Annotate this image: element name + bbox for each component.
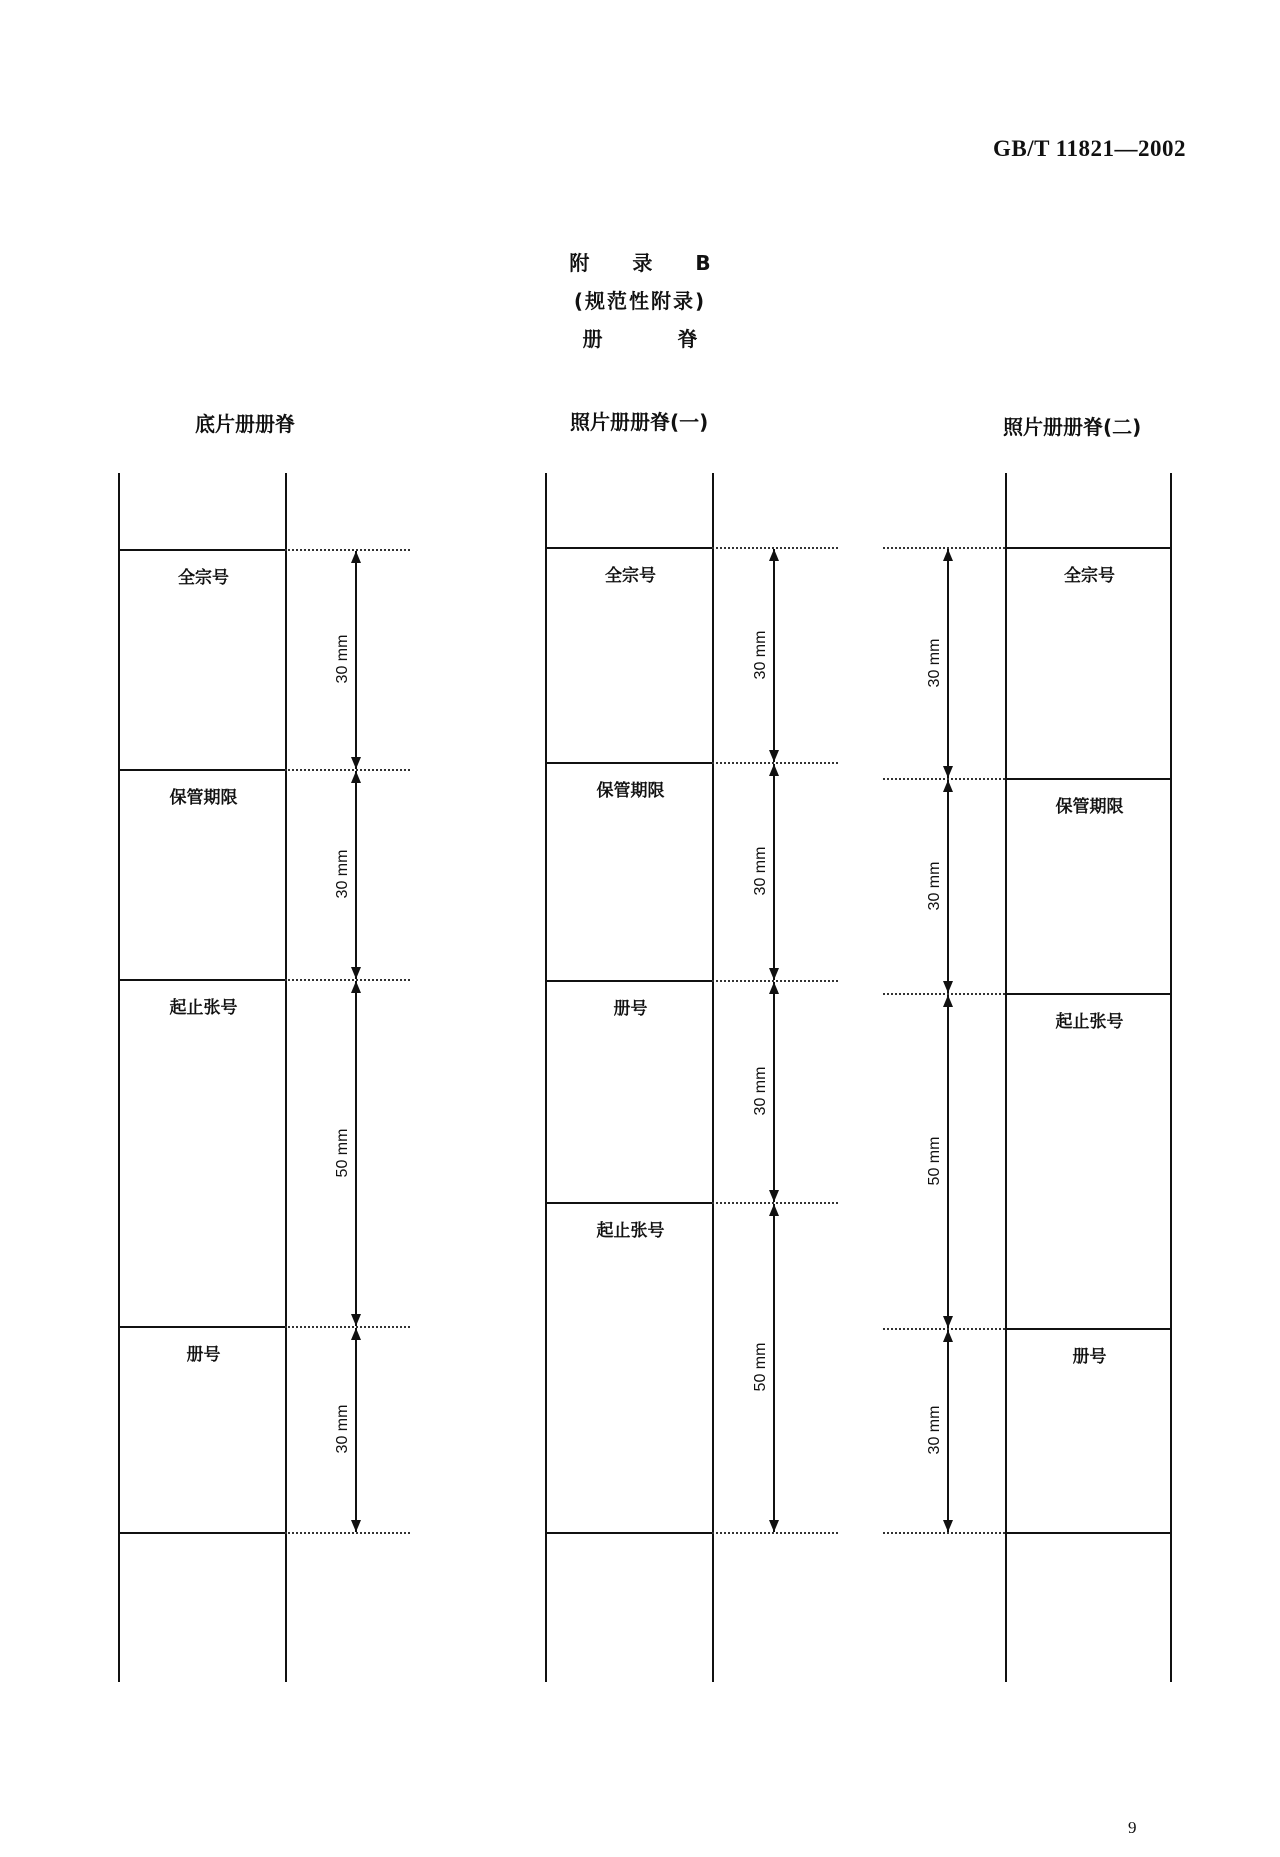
dimension-line: [947, 1330, 949, 1532]
dimension-label: 50 mm: [332, 1125, 354, 1180]
field-label: 册号: [613, 999, 648, 1019]
dimension-extension-line: [285, 1532, 410, 1534]
section-boundary: [1005, 778, 1172, 780]
field-label: 全宗号: [605, 566, 656, 586]
section-boundary: [118, 1326, 287, 1328]
spine-title: 照片册册脊(二): [1003, 415, 1142, 439]
dimension-line: [773, 764, 775, 980]
section-boundary: [1005, 1328, 1172, 1330]
arrow-up-icon: [769, 1204, 779, 1216]
page-number: 9: [1128, 1818, 1137, 1837]
arrow-down-icon: [351, 757, 361, 769]
dimension-extension-line: [285, 979, 410, 981]
dimension-extension-line: [285, 549, 410, 551]
section-boundary: [1005, 1532, 1172, 1534]
arrow-down-icon: [943, 1316, 953, 1328]
arrow-down-icon: [351, 1520, 361, 1532]
spine-left-border: [118, 473, 120, 1682]
arrow-down-icon: [351, 1314, 361, 1326]
section-boundary: [1005, 547, 1172, 549]
section-boundary: [545, 547, 714, 549]
dimension-label: 30 mm: [332, 632, 354, 687]
dimension-label: 30 mm: [750, 627, 772, 682]
dimension-label: 30 mm: [750, 1064, 772, 1119]
field-label: 册号: [1072, 1347, 1107, 1367]
dimension-label: 50 mm: [750, 1340, 772, 1395]
dimension-extension-line: [285, 1326, 410, 1328]
dimension-extension-line: [285, 769, 410, 771]
section-boundary: [118, 769, 287, 771]
arrow-up-icon: [943, 549, 953, 561]
arrow-up-icon: [351, 771, 361, 783]
field-label: 起止张号: [169, 998, 238, 1018]
section-boundary: [545, 1532, 714, 1534]
spine-title: 底片册册脊: [195, 412, 295, 436]
arrow-down-icon: [943, 766, 953, 778]
dimension-line: [355, 1328, 357, 1532]
appendix-name: 册 脊: [582, 327, 732, 351]
dimension-line: [947, 549, 949, 778]
appendix-subtitle: (规范性附录): [573, 289, 707, 313]
arrow-up-icon: [943, 780, 953, 792]
arrow-up-icon: [769, 549, 779, 561]
appendix-title: 附 录 B: [569, 251, 729, 275]
dimension-line: [947, 995, 949, 1328]
field-label: 保管期限: [596, 781, 665, 801]
arrow-up-icon: [351, 981, 361, 993]
arrow-down-icon: [943, 981, 953, 993]
dimension-label: 30 mm: [924, 635, 946, 690]
spine-left-border: [1005, 473, 1007, 1682]
spine-left-border: [545, 473, 547, 1682]
arrow-up-icon: [943, 1330, 953, 1342]
dimension-line: [773, 1204, 775, 1532]
section-boundary: [545, 1202, 714, 1204]
arrow-down-icon: [769, 1520, 779, 1532]
dimension-line: [355, 771, 357, 979]
field-label: 全宗号: [1064, 566, 1115, 586]
spine-right-border: [1170, 473, 1172, 1682]
section-boundary: [545, 980, 714, 982]
field-label: 册号: [186, 1345, 221, 1365]
arrow-up-icon: [769, 764, 779, 776]
field-label: 起止张号: [1055, 1012, 1124, 1032]
spine-title: 照片册册脊(一): [570, 410, 709, 434]
dimension-line: [773, 549, 775, 762]
dimension-label: 30 mm: [332, 847, 354, 902]
arrow-down-icon: [943, 1520, 953, 1532]
field-label: 保管期限: [169, 788, 238, 808]
dimension-extension-line: [712, 1532, 838, 1534]
dimension-line: [355, 981, 357, 1326]
dimension-label: 30 mm: [750, 844, 772, 899]
dimension-extension-line: [883, 1532, 1005, 1534]
dimension-line: [947, 780, 949, 993]
spine-right-border: [285, 473, 287, 1682]
arrow-down-icon: [351, 967, 361, 979]
arrow-up-icon: [351, 1328, 361, 1340]
dimension-label: 30 mm: [332, 1402, 354, 1457]
dimension-line: [355, 551, 357, 769]
arrow-down-icon: [769, 1190, 779, 1202]
dimension-label: 50 mm: [924, 1133, 946, 1188]
field-label: 起止张号: [596, 1221, 665, 1241]
section-boundary: [1005, 993, 1172, 995]
arrow-up-icon: [769, 982, 779, 994]
section-boundary: [118, 549, 287, 551]
field-label: 保管期限: [1055, 797, 1124, 817]
dimension-line: [773, 982, 775, 1202]
arrow-up-icon: [943, 995, 953, 1007]
arrow-down-icon: [769, 750, 779, 762]
dimension-label: 30 mm: [924, 858, 946, 913]
arrow-up-icon: [351, 551, 361, 563]
spine-right-border: [712, 473, 714, 1682]
appendix-heading: [0, 244, 1280, 358]
arrow-down-icon: [769, 968, 779, 980]
section-boundary: [118, 1532, 287, 1534]
section-boundary: [545, 762, 714, 764]
section-boundary: [118, 979, 287, 981]
dimension-label: 30 mm: [924, 1403, 946, 1458]
field-label: 全宗号: [178, 568, 229, 588]
standard-number: GB/T 11821—2002: [992, 136, 1186, 161]
